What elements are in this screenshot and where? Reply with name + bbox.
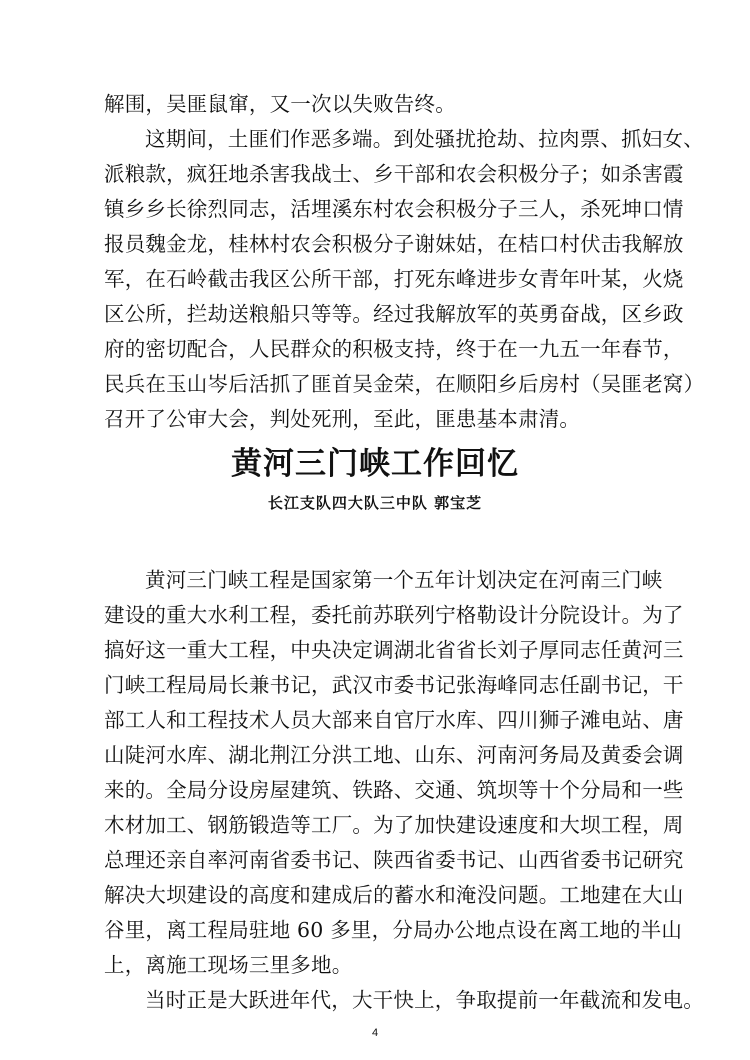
body-text-line: 木材加工、钢筋锻造等工厂。为了加快建设速度和大坝工程，周 [104, 813, 684, 837]
article-title: 黄河三门峡工作回忆 [231, 446, 519, 482]
body-text-line: 来的。全局分设房屋建筑、铁路、交通、筑坝等十个分局和一些 [104, 778, 684, 802]
body-text-line: 总理还亲自率河南省委书记、陕西省委书记、山西省委书记研究 [104, 848, 684, 872]
page-number: 4 [371, 1027, 379, 1039]
body-text-line: 镇乡乡长徐烈同志，活埋溪东村农会积极分子三人，杀死坤口情 [104, 197, 684, 221]
body-text-line: 府的密切配合，人民群众的积极支持，终于在一九五一年春节， [104, 337, 684, 361]
body-text-line: 山陡河水库、湖北荆江分洪工地、山东、河南河务局及黄委会调 [104, 743, 684, 767]
article-byline: 长江支队四大队三中队 郭宝芝 [267, 494, 483, 512]
body-text-line: 黄河三门峡工程是国家第一个五年计划决定在河南三门峡 [145, 568, 663, 592]
body-text-line: 谷里，离工程局驻地 60 多里，分局办公地点设在离工地的半山 [104, 918, 683, 942]
body-text-line: 搞好这一重大工程，中央决定调湖北省省长刘子厚同志任黄河三 [104, 638, 684, 662]
body-text-line: 民兵在玉山岑后活抓了匪首吴金荣，在顺阳乡后房村（吴匪老窝） [104, 372, 705, 396]
body-text-line: 解围，吴匪鼠窜，又一次以失败告终。 [104, 92, 456, 116]
body-text-line: 建设的重大水利工程，委托前苏联列宁格勒设计分院设计。为了 [104, 603, 684, 627]
body-text-line: 召开了公审大会，判处死刑，至此，匪患基本肃清。 [104, 407, 581, 431]
body-text-line: 上，离施工现场三里多地。 [104, 953, 353, 977]
body-text-line: 区公所，拦劫送粮船只等等。经过我解放军的英勇奋战，区乡政 [104, 302, 684, 326]
body-text-line: 派粮款，疯狂地杀害我战士、乡干部和农会积极分子；如杀害霞 [104, 162, 684, 186]
body-text-line: 当时正是大跃进年代，大干快上，争取提前一年截流和发电。 [145, 988, 704, 1012]
body-text-line: 这期间，土匪们作恶多端。到处骚扰抢劫、拉肉票、抓妇女、 [145, 127, 704, 151]
body-text-line: 门峡工程局局长兼书记，武汉市委书记张海峰同志任副书记，干 [104, 673, 684, 697]
body-text-line: 解决大坝建设的高度和建成后的蓄水和淹没问题。工地建在大山 [104, 883, 684, 907]
body-text-line: 军，在石岭截击我区公所干部，打死东峰进步女青年叶某，火烧 [104, 267, 684, 291]
body-text-line: 报员魏金龙，桂林村农会积极分子谢妹姑，在桔口村伏击我解放 [104, 232, 684, 256]
body-text-line: 部工人和工程技术人员大部来自官厅水库、四川狮子滩电站、唐 [104, 708, 684, 732]
